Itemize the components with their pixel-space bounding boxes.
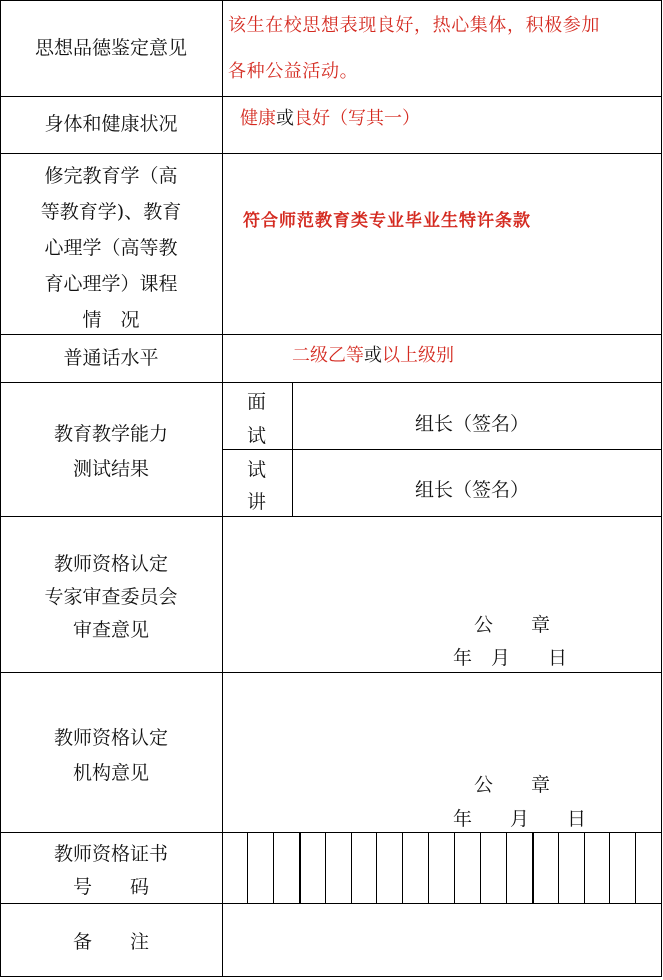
cert-digit-divider [609,832,610,903]
courses-label-line: 情 况 [82,309,140,331]
institution-date: 年 月 日 [453,808,587,830]
ideology-content-line1: 该生在校思想表现良好，热心集体，积极参加 [228,15,600,36]
row-divider [0,516,662,517]
courses-label-line: 心理学（高等教 [44,237,178,259]
column-divider [661,0,662,977]
row-divider [0,0,662,1]
health-content [240,101,420,137]
certificate-label-line1: 教师资格证书 [53,843,168,865]
cert-digit-divider [558,832,559,903]
cert-digit-divider [402,832,403,903]
trial-char-2: 讲 [247,491,267,513]
trial-sign: 组长（签名） [415,479,530,501]
courses-label-line: 育心理学）课程 [44,273,178,295]
remarks-label: 备 注 [72,931,149,953]
health-label: 身体和健康状况 [44,113,178,135]
courses-content: 符合师范教育类专业毕业生特许条款 [243,211,531,231]
institution-seal: 公 章 [474,774,551,796]
row-divider [0,96,662,97]
row-divider [222,449,662,450]
trial-char-1: 试 [247,459,267,481]
column-divider [292,382,293,516]
expert-label-line: 审查意见 [72,619,149,641]
cert-digit-divider [247,832,248,903]
health-option-1: 健康 [240,108,276,129]
interview-char-2: 试 [247,425,267,447]
cert-digit-divider [428,832,429,903]
health-or: 或 [276,108,294,129]
ideology-content-line2: 各种公益活动。 [228,61,359,82]
courses-label-line: 等教育学)、教育 [40,201,182,223]
cert-digit-divider [376,832,377,903]
ability-label-line2: 测试结果 [72,458,149,480]
interview-char-1: 面 [247,391,267,413]
row-divider [0,153,662,154]
mandarin-above: 以上级别 [382,345,454,366]
expert-label-line: 专家审查委员会 [44,586,178,608]
cert-digit-divider [351,832,352,903]
mandarin-level: 二级乙等 [292,345,364,366]
column-divider [0,0,1,977]
mandarin-label: 普通话水平 [63,347,159,369]
institution-label-line: 机构意见 [72,762,149,784]
interview-sign: 组长（签名） [415,413,530,435]
cert-digit-divider [325,832,326,903]
cert-digit-divider [480,832,481,903]
column-divider [222,0,223,977]
health-option-2: 良好（写其一） [294,108,420,129]
mandarin-content [292,338,454,374]
row-divider [0,976,662,977]
cert-digit-divider [584,832,585,903]
cert-digit-divider [273,832,274,903]
institution-label-line: 教师资格认定 [53,727,168,749]
expert-seal: 公 章 [474,614,551,636]
cert-digit-divider [454,832,455,903]
expert-label-line: 教师资格认定 [53,553,168,575]
cert-digit-divider [299,832,301,903]
ability-label-line1: 教育教学能力 [53,423,168,445]
cert-digit-divider [506,832,507,903]
row-divider [0,382,662,383]
expert-date: 年 月 日 [453,647,568,669]
cert-digit-divider [635,832,636,903]
ideology-label: 思想品德鉴定意见 [34,37,187,59]
courses-label-line: 修完教育学（高 [44,165,178,187]
cert-digit-divider [532,832,534,903]
certificate-label-line2: 号 码 [72,876,149,898]
mandarin-or: 或 [364,345,382,366]
